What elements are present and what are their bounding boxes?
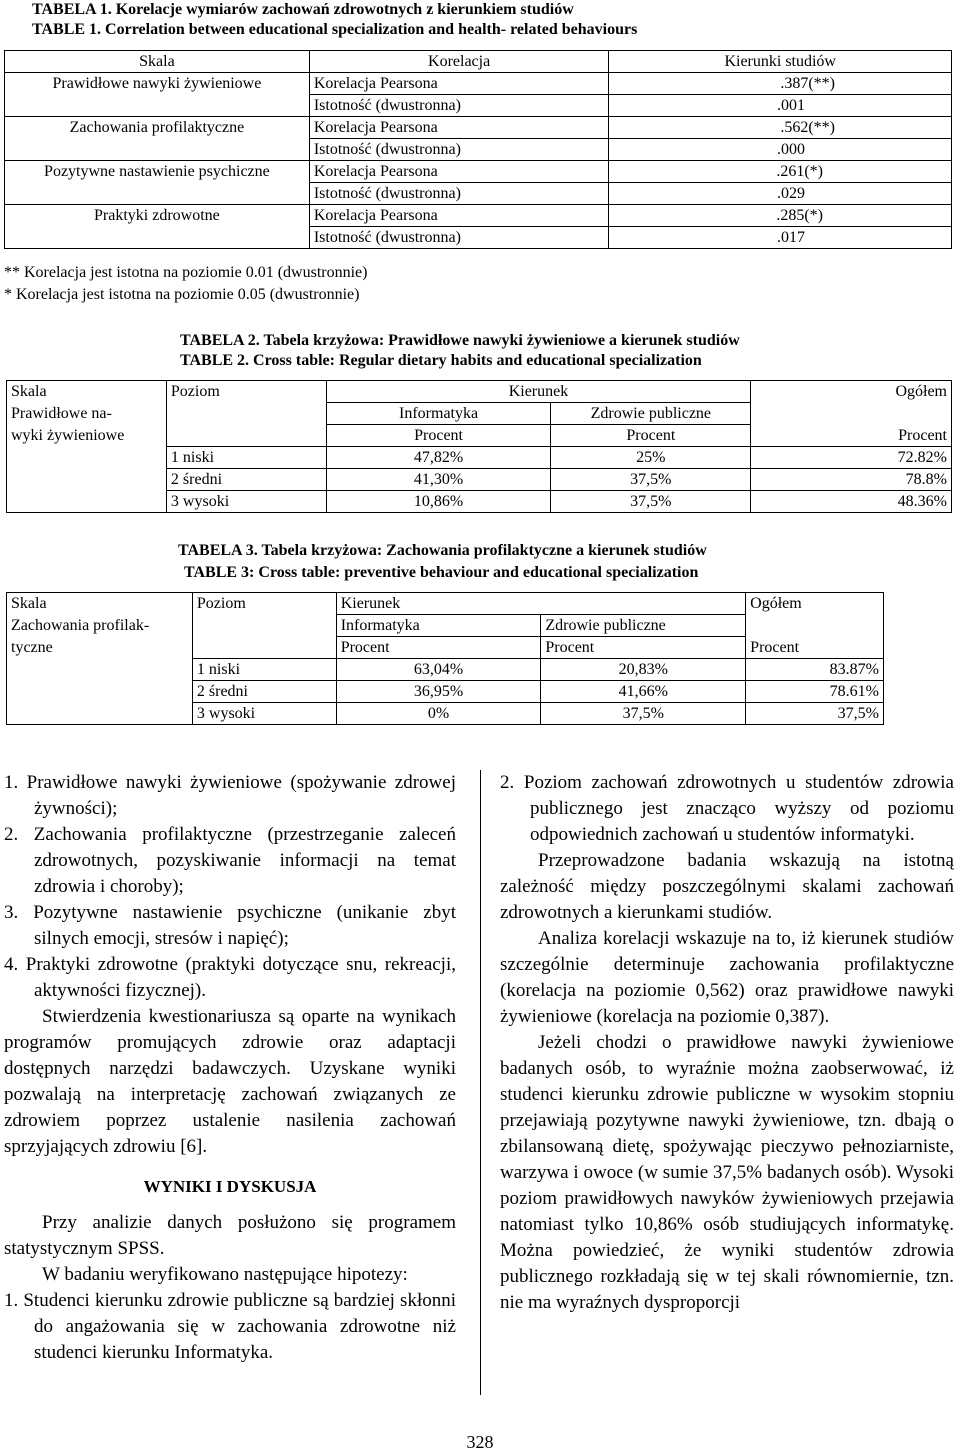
table1-r-label: Korelacja Pearsona [309,117,609,139]
table1-r-label: Korelacja Pearsona [309,161,609,183]
table2-scale-line2: wyki żywieniowe [7,425,167,513]
table3-header-informatyka: Informatyka [336,615,541,637]
list-item: 3. Pozytywne nastawienie psychiczne (unikanie zbyt silnych emocji, stresów i napięć); [4,902,456,949]
table1-r-value: .387(**) [609,73,952,95]
table3-inf-value: 0% [336,703,541,725]
paragraph: Stwierdzenia kwestionariusza są oparte na wynikach programów promujących zdrowie oraz adaptacji dostępnych narzędzi badawczych. Uzyskane wyniki pozwalają na interpretację zachowań związanych ze zdrowiem poprzez ustalenie nasilenia zachowań sprzyjających zdrowiu [6]. [4,1006,456,1157]
table2-caption-pl: TABELA 2. Tabela krzyżowa: Prawidłowe nawyki żywieniowe a kierunek studiów [180,332,740,349]
table3-total-value: 78.61% [746,681,884,703]
table2-header-zdrowie: Zdrowie publiczne [551,403,751,425]
table1-header-korelacja: Korelacja [309,51,609,73]
table-row [7,403,952,425]
table3-header-procent: Procent [746,637,884,659]
table2-inf-value: 41,30% [326,469,551,491]
table-row [5,51,952,73]
table3-header-zdrowie: Zdrowie publiczne [541,615,746,637]
paragraph: Analiza korelacji wskazuje na to, iż kierunek studiów szczególnie determinuje zachowania profilaktyczne (korelacja na poziomie 0,562) oraz prawidłowe nawyki żywieniowe (korelacja na poziomie 0,387). [500,928,954,1027]
table2-header-procent: Procent [551,425,751,447]
table2-empty-cell [751,403,952,425]
table1-note-2: * Korelacja jest istotna na poziomie 0.05 (dwustronnie) [4,286,360,303]
table2-scale-line1: Prawidłowe na- [7,403,167,425]
table2-total-value: 72.82% [751,447,952,469]
table-row [7,637,884,659]
table2-level: 2 średni [166,469,326,491]
list-item: 2. Poziom zachowań zdrowotnych u studentów zdrowia publicznego jest znacząco wyższy od poziomu odpowiednich zachowań u studentów informatyki. [500,772,954,845]
section-heading: WYNIKI I DYSKUSJA [143,1177,317,1196]
table2-total-value: 78.8% [751,469,952,491]
table1-p-value: .000 [609,139,952,161]
table3-caption-en: TABLE 3: Cross table: preventive behaviour and educational specialization [184,564,699,581]
table1-scale: Praktyki zdrowotne [5,205,310,249]
list-item: 4. Praktyki zdrowotne (praktyki dotyczące snu, rekreacji, aktywności fizycznej). [4,954,456,1001]
table2-level: 1 niski [166,447,326,469]
table3-level: 3 wysoki [192,703,336,725]
table1-p-label: Istotność (dwustronna) [309,95,609,117]
table1-caption-pl: TABELA 1. Korelacje wymiarów zachowań zdrowotnych z kierunkiem studiów [32,1,574,18]
list-item: 1. Prawidłowe nawyki żywieniowe (spożywanie zdrowej żywności); [4,772,456,819]
table2-empty-cell [166,425,326,447]
table-row [5,117,952,139]
table2-header-poziom: Poziom [166,381,326,403]
table1-p-label: Istotność (dwustronna) [309,183,609,205]
table3 [6,592,884,725]
table2 [6,380,952,513]
table1-p-value: .001 [609,95,952,117]
table2-empty-cell [166,403,326,425]
paragraph: W badaniu weryfikowano następujące hipotezy: [42,1264,408,1285]
table3-zp-value: 20,83% [541,659,746,681]
table2-header-ogolem: Ogółem [751,381,952,403]
table3-empty-cell [746,615,884,637]
table3-empty-cell [541,593,746,615]
table3-header-kierunek: Kierunek [336,593,541,615]
table-row [7,615,884,637]
table1-r-label: Korelacja Pearsona [309,73,609,95]
page-number: 328 [466,1432,494,1452]
table2-total-value: 48.36% [751,491,952,513]
table3-inf-value: 36,95% [336,681,541,703]
table2-zp-value: 37,5% [551,469,751,491]
table1-note-1: ** Korelacja jest istotna na poziomie 0.01 (dwustronnie) [4,264,368,281]
table3-total-value: 37,5% [746,703,884,725]
table-row [7,425,952,447]
paragraph: Przy analizie danych posłużono się programem statystycznym SPSS. [4,1212,456,1259]
table2-header-procent: Procent [751,425,952,447]
table3-header-poziom: Poziom [192,593,336,615]
table3-header-procent: Procent [336,637,541,659]
table-row [5,161,952,183]
table1-r-label: Korelacja Pearsona [309,205,609,227]
column-divider [480,770,481,1395]
table1-r-value: .261(*) [609,161,952,183]
paragraph: Jeżeli chodzi o prawidłowe nawyki żywieniowe badanych osób, to wyraźnie można zaobserwować, iż studenci kierunku zdrowie publiczne w wysokim stopniu przejawiają pozytywne nawyki żywieniowe, tzn. dbają o zbilansowaną dietę, spożywając pieczywo pełnoziarniste, warzywa i owoce (w sumie 37,5% badanych osób). Wysoki poziom prawidłowych nawyków żywieniowych przejawia natomiast tylko 10,86% osób studiujących informatykę. Można powiedzieć, że wyniki studentów zdrowia publicznego rozkładają się w tej skali równomiernie, tzn. nie ma wyraźnych dysproporcji [500,1032,954,1313]
table1-p-label: Istotność (dwustronna) [309,227,609,249]
table3-level: 1 niski [192,659,336,681]
list-item: 1. Studenci kierunku zdrowie publiczne są bardziej skłonni do angażowania się w zachowania zdrowotne niż studenci kierunku Informatyka. [4,1290,456,1363]
table3-header-ogolem: Ogółem [746,593,884,615]
table3-empty-cell [192,637,336,659]
table3-scale-line1: Zachowania profilak- [7,615,193,637]
table2-inf-value: 47,82% [326,447,551,469]
table3-header-skala: Skala [7,593,193,615]
table2-header-kierunek: Kierunek [326,381,751,403]
table2-header-procent: Procent [326,425,551,447]
table1-header-kierunki: Kierunki studiów [609,51,952,73]
table2-inf-value: 10,86% [326,491,551,513]
table2-zp-value: 25% [551,447,751,469]
table1-scale: Prawidłowe nawyki żywieniowe [5,73,310,117]
left-column [4,770,456,1366]
table1-scale: Pozytywne nastawienie psychiczne [5,161,310,205]
table3-caption-pl: TABELA 3. Tabela krzyżowa: Zachowania profilaktyczne a kierunek studiów [178,542,707,559]
table-row [7,593,884,615]
table1-r-value: .285(*) [609,205,952,227]
table3-empty-cell [192,615,336,637]
table1 [4,50,952,249]
table3-inf-value: 63,04% [336,659,541,681]
table3-total-value: 83.87% [746,659,884,681]
paragraph: Przeprowadzone badania wskazują na istotną zależność między poszczególnymi skalami zachowań zdrowotnych a kierunkami studiów. [500,850,954,923]
table2-caption-en: TABLE 2. Cross table: Regular dietary habits and educational specialization [180,352,702,369]
table3-header-procent: Procent [541,637,746,659]
table-row [7,381,952,403]
table3-zp-value: 37,5% [541,703,746,725]
table1-p-value: .017 [609,227,952,249]
table2-header-informatyka: Informatyka [326,403,551,425]
table1-p-value: .029 [609,183,952,205]
table-row [5,205,952,227]
table1-scale: Zachowania profilaktyczne [5,117,310,161]
table2-zp-value: 37,5% [551,491,751,513]
table3-level: 2 średni [192,681,336,703]
table1-p-label: Istotność (dwustronna) [309,139,609,161]
table2-level: 3 wysoki [166,491,326,513]
right-column [500,770,954,1316]
table1-header-skala: Skala [5,51,310,73]
table1-caption-en: TABLE 1. Correlation between educational specialization and health- related behaviours [32,21,638,38]
table3-scale-line2: tyczne [7,637,193,725]
list-item: 2. Zachowania profilaktyczne (przestrzeganie zaleceń zdrowotnych, pozyskiwanie informacji na temat zdrowia i choroby); [4,824,456,897]
table-row [5,73,952,95]
table2-header-skala: Skala [7,381,167,403]
table3-zp-value: 41,66% [541,681,746,703]
table1-r-value: .562(**) [609,117,952,139]
